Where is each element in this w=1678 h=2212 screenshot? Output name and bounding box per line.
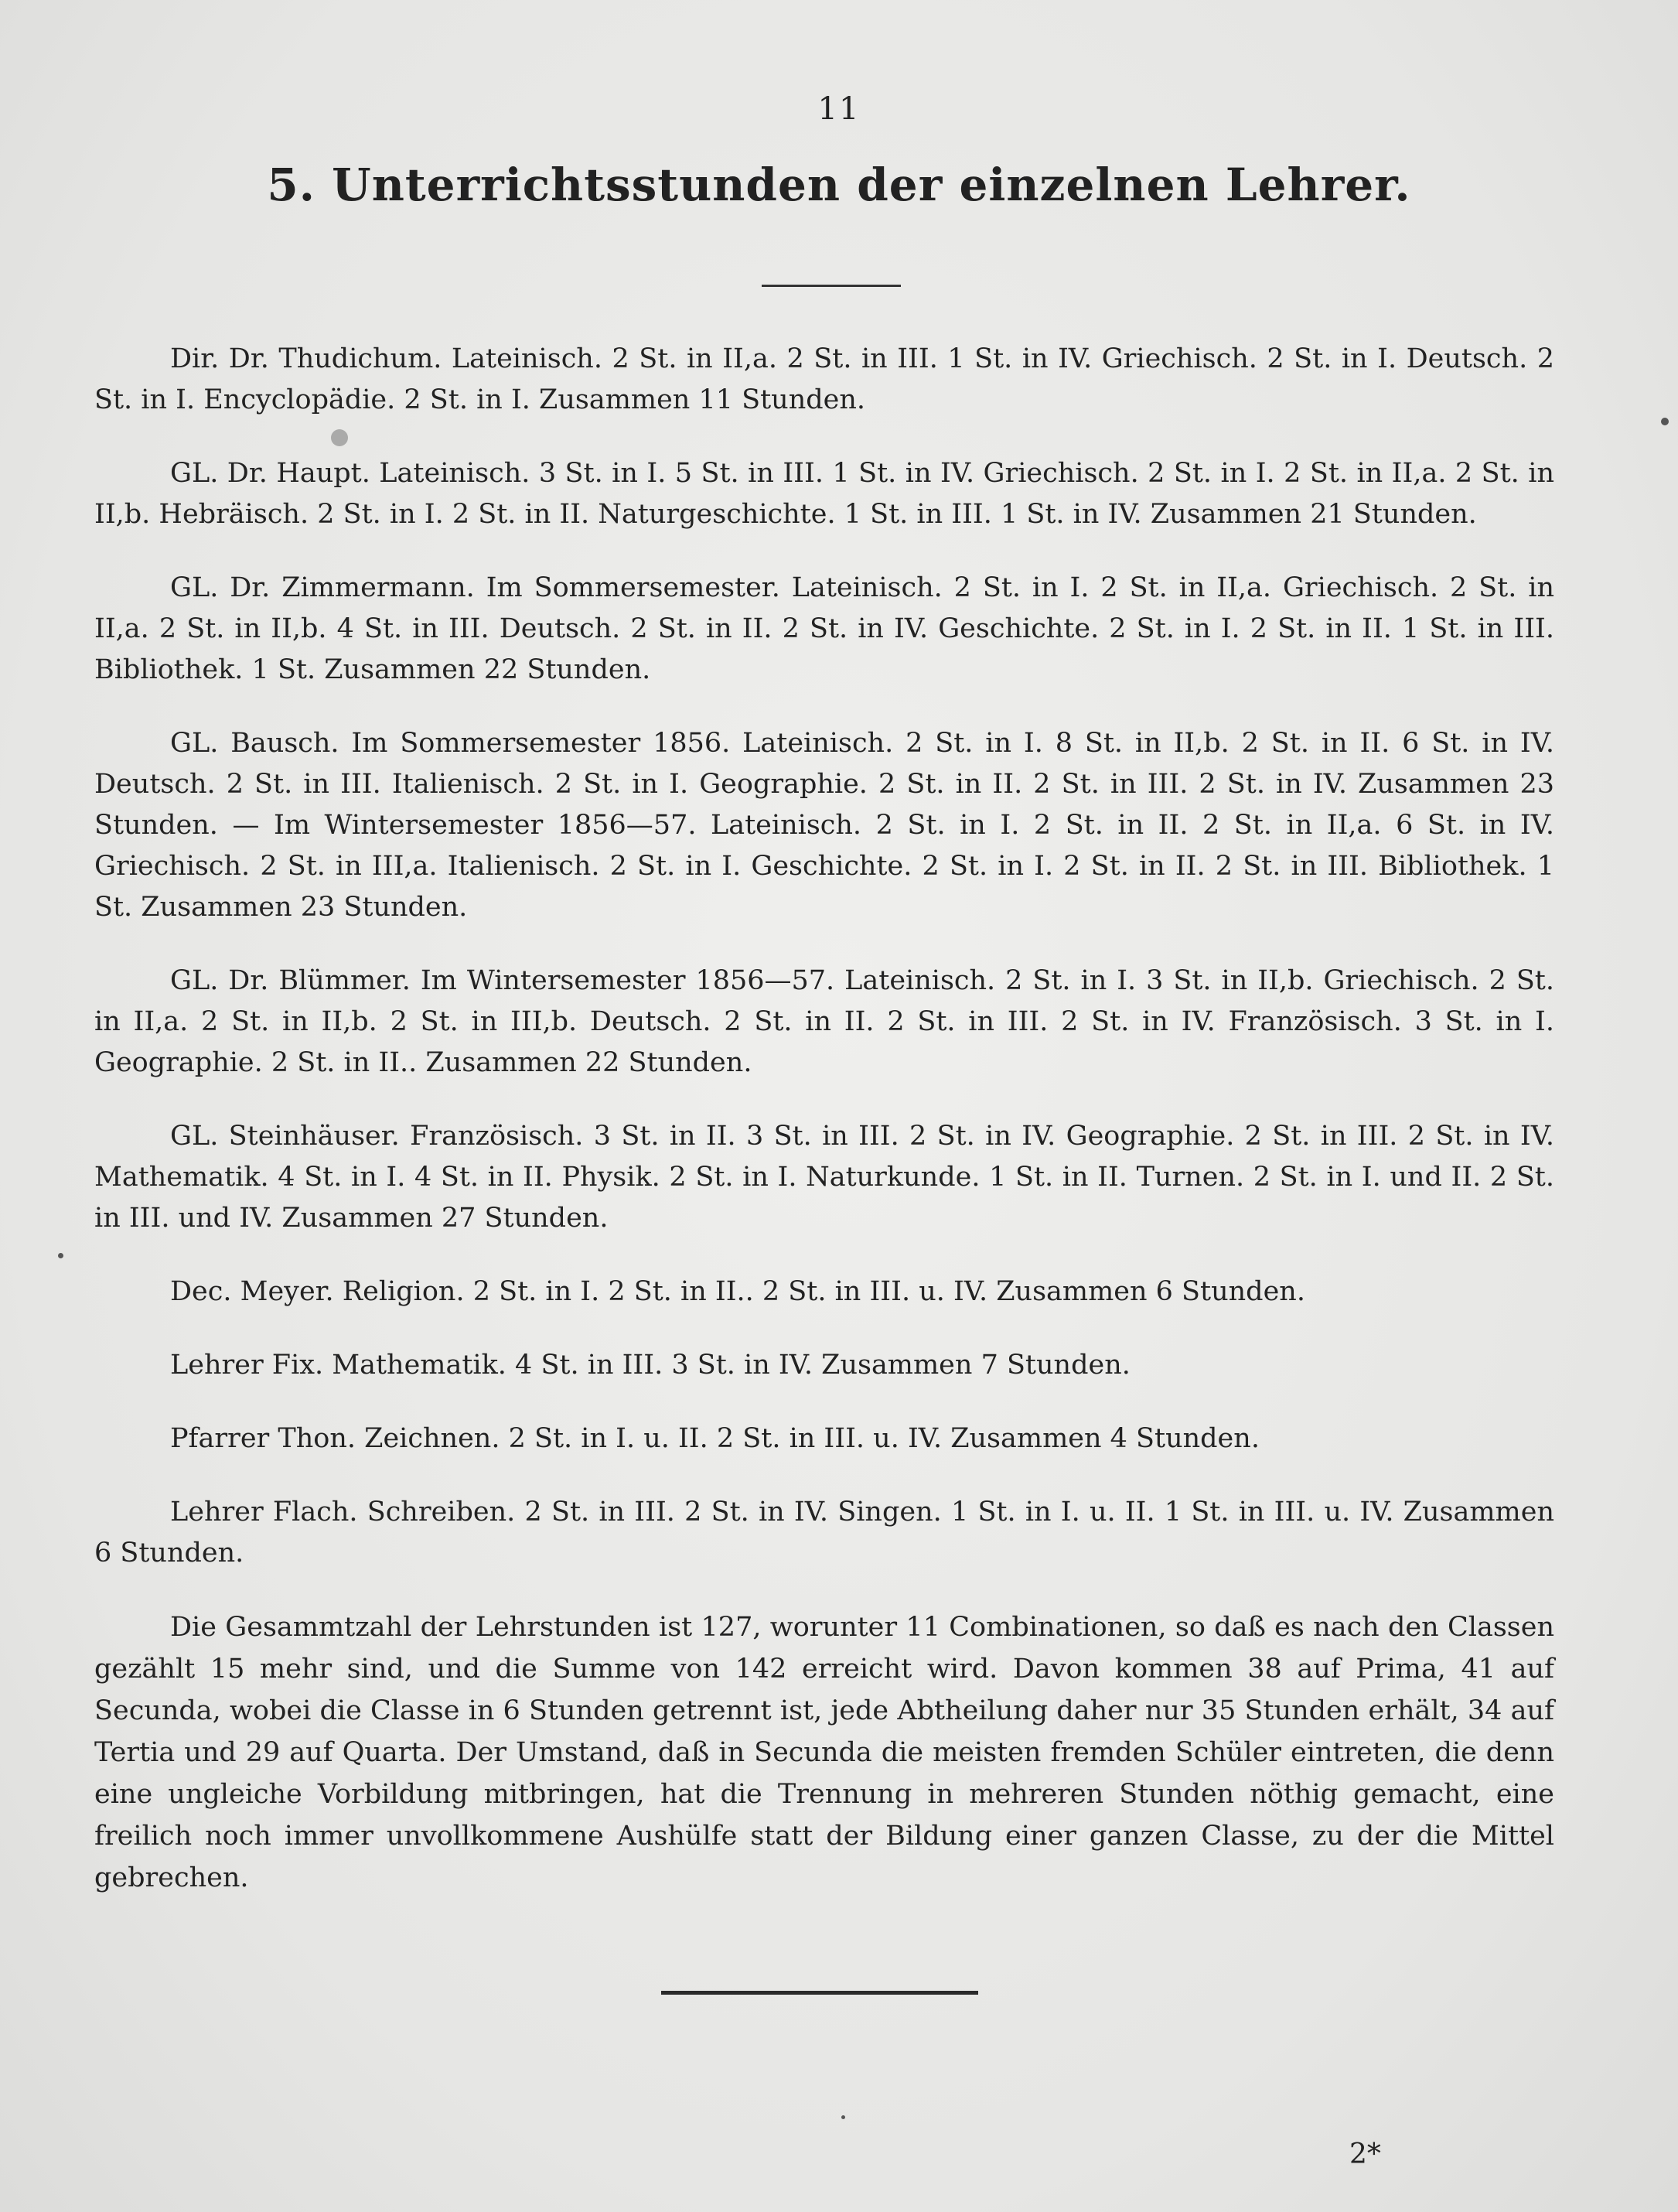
ink-speck	[841, 2115, 845, 2119]
title-divider	[762, 285, 901, 287]
teacher-entry-bausch: GL. Bausch. Im Sommersemester 1856. Lateinisch. 2 St. in I. 8 St. in II,b. 2 St. in II. 6 St. in IV. Deutsch. 2 St. in III. Italienisch. 2 St. in I. Geographie. 2 St. in II. 2 St. in III. 2 St. in IV. Zusammen 23 Stunden. — Im Wintersemester 1856—57. Lateinisch. 2 St. in I. 2 St. in II. 2 St. in II,a. 6 St. in IV. Griechisch. 2 St. in III,a. Italienisch. 2 St. in I. Geschichte. 2 St. in I. 2 St. in II. 2 St. in III. Bibliothek. 1 St. Zusammen 23 Stunden.	[94, 728, 1554, 923]
teacher-entry-haupt: GL. Dr. Haupt. Lateinisch. 3 St. in I. 5 St. in III. 1 St. in IV. Griechisch. 2 St. in I. 2 St. in II,a. 2 St. in II,b. Hebräisch. 2 St. in I. 2 St. in II. Naturgeschichte. 1 St. in III. 1 St. in IV. Zusammen 21 Stunden.	[94, 458, 1554, 530]
main-content	[94, 339, 1554, 1926]
teacher-entry-bluemmer: GL. Dr. Blümmer. Im Wintersemester 1856—57. Lateinisch. 2 St. in I. 3 St. in II,b. Griechisch. 2 St. in II,a. 2 St. in II,b. 2 St. in III,b. Deutsch. 2 St. in II. 2 St. in III. 2 St. in IV. Französisch. 3 St. in I. Geographie. 2 St. in II.. Zusammen 22 Stunden.	[94, 965, 1554, 1078]
summary-paragraph: Die Gesammtzahl der Lehrstunden ist 127, worunter 11 Combinationen, so daß es nach den Classen gezählt 15 mehr sind, und die Summe von 142 erreicht wird. Davon kommen 38 auf Prima, 41 auf Secunda, wobei die Classe in 6 Stunden getrennt ist, jede Abtheilung daher nur 35 Stunden erhält, 34 auf Tertia und 29 auf Quarta. Der Umstand, daß in Secunda die meisten fremden Schüler eintreten, die denn eine ungleiche Vorbildung mitbringen, hat die Trennung in mehreren Stunden nöthig gemacht, eine freilich noch immer unvollkommene Aushülfe statt der Bildung einer ganzen Classe, zu der die Mittel gebrechen.	[94, 1612, 1554, 1893]
ink-speck	[331, 429, 348, 446]
end-divider	[661, 1991, 978, 1995]
teacher-entry-meyer: Dec. Meyer. Religion. 2 St. in I. 2 St. in II.. 2 St. in III. u. IV. Zusammen 6 Stunden.	[170, 1276, 1305, 1307]
teacher-entry-zimmermann: GL. Dr. Zimmermann. Im Sommersemester. Lateinisch. 2 St. in I. 2 St. in II,a. Griechisch. 2 St. in II,a. 2 St. in II,b. 4 St. in III. Deutsch. 2 St. in II. 2 St. in IV. Geschichte. 2 St. in I. 2 St. in II. 1 St. in III. Bibliothek. 1 St. Zusammen 22 Stunden.	[94, 572, 1554, 685]
section-title: 5. Unterrichtsstunden der einzelnen Lehrer.	[267, 159, 1411, 211]
teacher-entry-thudichum: Dir. Dr. Thudichum. Lateinisch. 2 St. in II,a. 2 St. in III. 1 St. in IV. Griechisch. 2 St. in I. Deutsch. 2 St. in I. Encyclopädie. 2 St. in I. Zusammen 11 Stunden.	[94, 343, 1554, 415]
ink-speck	[58, 1253, 63, 1258]
teacher-entry-fix: Lehrer Fix. Mathematik. 4 St. in III. 3 St. in IV. Zusammen 7 Stunden.	[170, 1350, 1131, 1381]
teacher-entry-thon: Pfarrer Thon. Zeichnen. 2 St. in I. u. II. 2 St. in III. u. IV. Zusammen 4 Stunden.	[170, 1423, 1260, 1454]
ink-speck	[1661, 418, 1669, 425]
teacher-entry-flach: Lehrer Flach. Schreiben. 2 St. in III. 2 St. in IV. Singen. 1 St. in I. u. II. 1 St. in III. u. IV. Zusammen 6 Stunden.	[94, 1497, 1554, 1569]
signature-mark: 2*	[1349, 2139, 1381, 2170]
teacher-entry-steinhaeuser: GL. Steinhäuser. Französisch. 3 St. in II. 3 St. in III. 2 St. in IV. Geographie. 2 St. in III. 2 St. in IV. Mathematik. 4 St. in I. 4 St. in II. Physik. 2 St. in I. Naturkunde. 1 St. in II. Turnen. 2 St. in I. und II. 2 St. in III. und IV. Zusammen 27 Stunden.	[94, 1121, 1554, 1234]
page-number: 11	[817, 91, 861, 127]
